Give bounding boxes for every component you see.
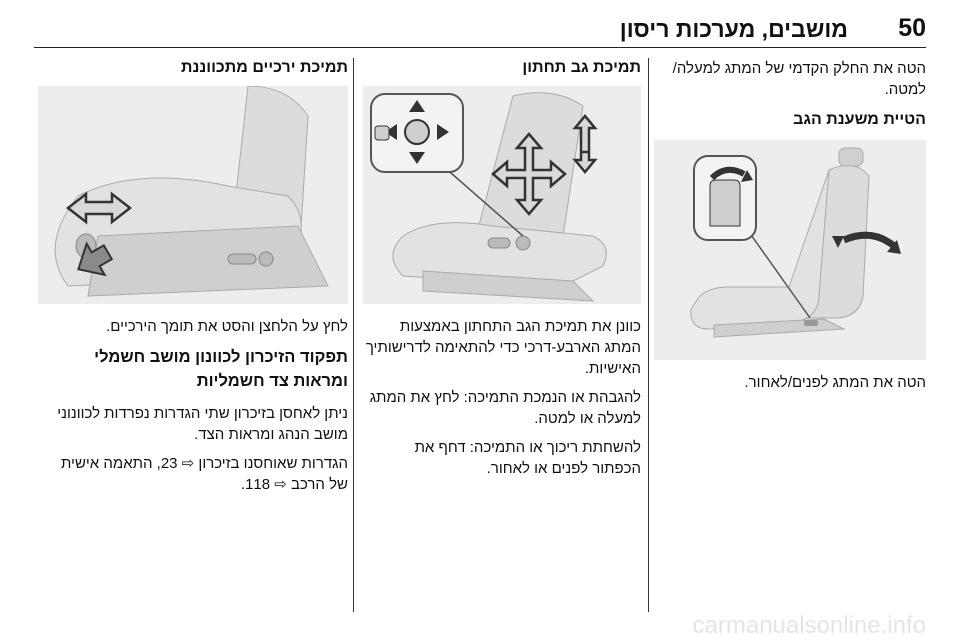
page-title: מושבים, מערכות ריסון [619, 16, 848, 42]
section-heading-thigh-support: תמיכת ירכיים מתכווננת [180, 59, 348, 76]
column-divider [353, 58, 354, 612]
backrest-illustration [654, 140, 926, 360]
memory-paragraph-1: ניתן לאחסן בזיכרון שתי הגדרות נפרדות לכוונוני מושב הנהג ומראות הצד. [57, 405, 348, 443]
lumbar-paragraph-2: להגבהת או הנמכת התמיכה: לחץ את המתג למעלה או למטה. [369, 389, 641, 427]
thigh-support-paragraph: לחץ על הלחצן והסט את תומך הירכיים. [106, 318, 348, 335]
column-divider [648, 58, 649, 612]
section-heading-lumbar: תמיכת גב תחתון [522, 59, 641, 76]
watermark: carmanualsonline.info [692, 612, 926, 639]
lumbar-illustration [363, 86, 641, 304]
lumbar-paragraph-3: להשחתת ריכוך או התמיכה: דחף את הכפתור לפנים או לאחור. [414, 439, 641, 477]
page-header [34, 14, 926, 50]
column-thigh-support [38, 58, 348, 503]
column-lumbar [363, 58, 641, 487]
header-rule [34, 47, 926, 48]
memory-paragraph-2: הגדרות שאוחסנו בזיכרון ⇨ 23, התאמה אישית של הרכב ⇨ 118. [60, 455, 348, 493]
figure-caption: הטה את המתג לפנים/לאחור. [744, 374, 926, 391]
thigh-support-illustration [38, 86, 348, 304]
page-number: 50 [898, 14, 926, 42]
lumbar-paragraph-1: כוונן את תמיכת הגב התחתון באמצעות המתג הארבע-דרכי כדי להתאימה לדרישותיך האישיות. [365, 318, 641, 377]
memory-function-subheading: תפקוד הזיכרון לכוונון מושב חשמלי ומראות צד חשמליות [94, 348, 348, 390]
section-heading-backrest: הטיית משענת הגב [793, 111, 926, 128]
intro-text: הטה את החלק הקדמי של המתג למעלה/ למטה. [672, 60, 926, 98]
column-backrest [654, 58, 926, 401]
